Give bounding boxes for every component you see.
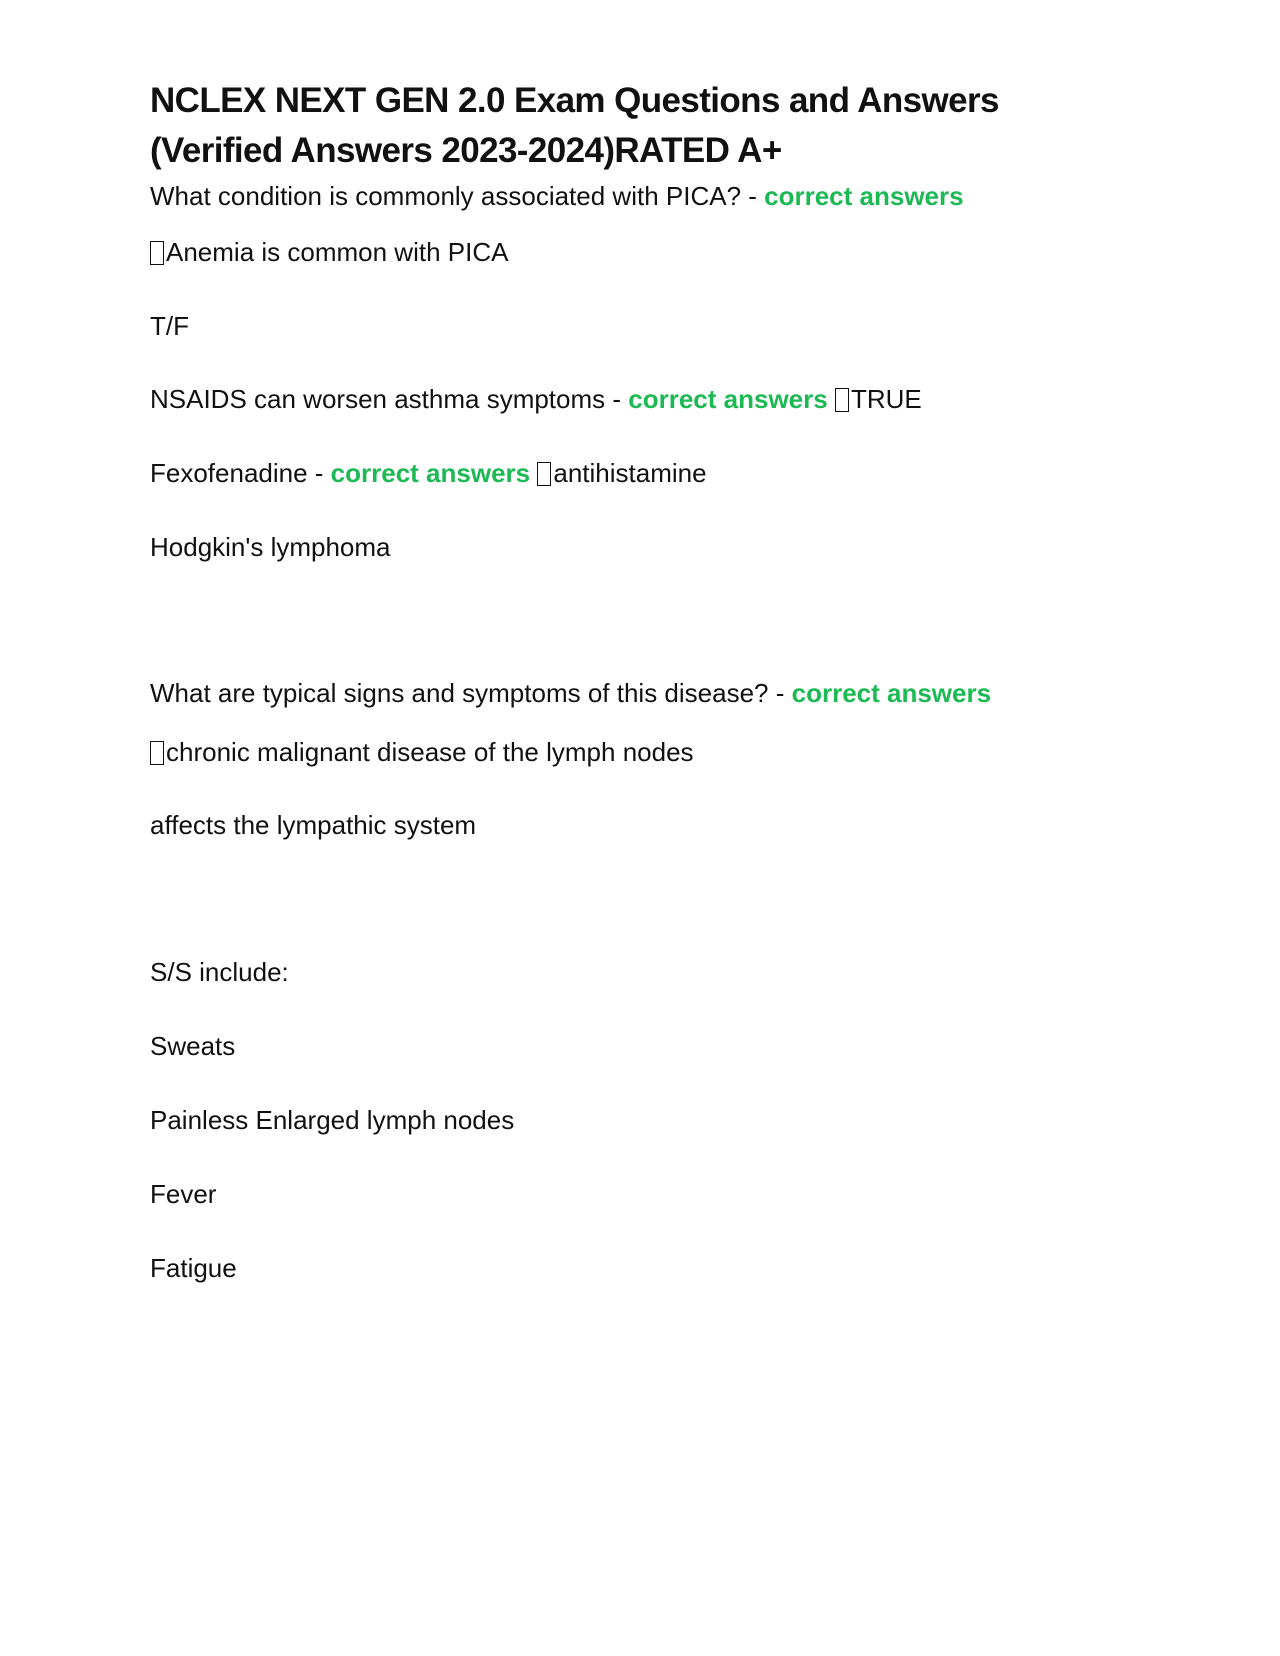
correct-answers-label: correct answers xyxy=(764,181,964,211)
answer-text: TRUE xyxy=(850,384,922,414)
correct-answers-label: correct answers xyxy=(791,678,992,708)
question-text: What condition is commonly associated with PICA? - xyxy=(150,181,765,211)
missing-glyph-icon xyxy=(150,241,164,265)
missing-glyph-icon xyxy=(150,741,164,765)
missing-glyph-icon xyxy=(835,388,849,412)
question-text: Fexofenadine - xyxy=(150,458,331,488)
symptom-item: Fever xyxy=(150,1179,217,1209)
question-fexofenadine xyxy=(150,457,707,489)
ss-heading: S/S include: xyxy=(150,957,289,987)
answer-hodgkins xyxy=(150,736,694,768)
answer-text: Anemia is common with PICA xyxy=(166,237,509,267)
answer-lymphatic: affects the lympathic system xyxy=(150,810,477,840)
question-pica xyxy=(150,180,964,212)
question-text: NSAIDS can worsen asthma symptoms - xyxy=(150,384,629,414)
correct-answers-label: correct answers xyxy=(330,458,531,488)
hodgkins-heading: Hodgkin's lymphoma xyxy=(150,532,391,562)
missing-glyph-icon xyxy=(537,462,551,486)
document-title-line-1: NCLEX NEXT GEN 2.0 Exam Questions and Answers xyxy=(150,81,999,120)
symptom-item: Painless Enlarged lymph nodes xyxy=(150,1105,515,1135)
document-title-line-2: (Verified Answers 2023-2024)RATED A+ xyxy=(150,131,782,170)
question-signs-symptoms xyxy=(150,677,991,709)
question-text: What are typical signs and symptoms of this disease? - xyxy=(150,678,792,708)
answer-pica xyxy=(150,236,508,268)
answer-text: antihistamine xyxy=(553,458,707,488)
correct-answers-label: correct answers xyxy=(628,384,828,414)
symptom-item: Sweats xyxy=(150,1031,236,1061)
answer-text: chronic malignant disease of the lymph nodes xyxy=(166,737,694,767)
symptom-item: Fatigue xyxy=(150,1253,237,1283)
tf-label: T/F xyxy=(150,311,189,341)
question-nsaids xyxy=(150,383,922,415)
